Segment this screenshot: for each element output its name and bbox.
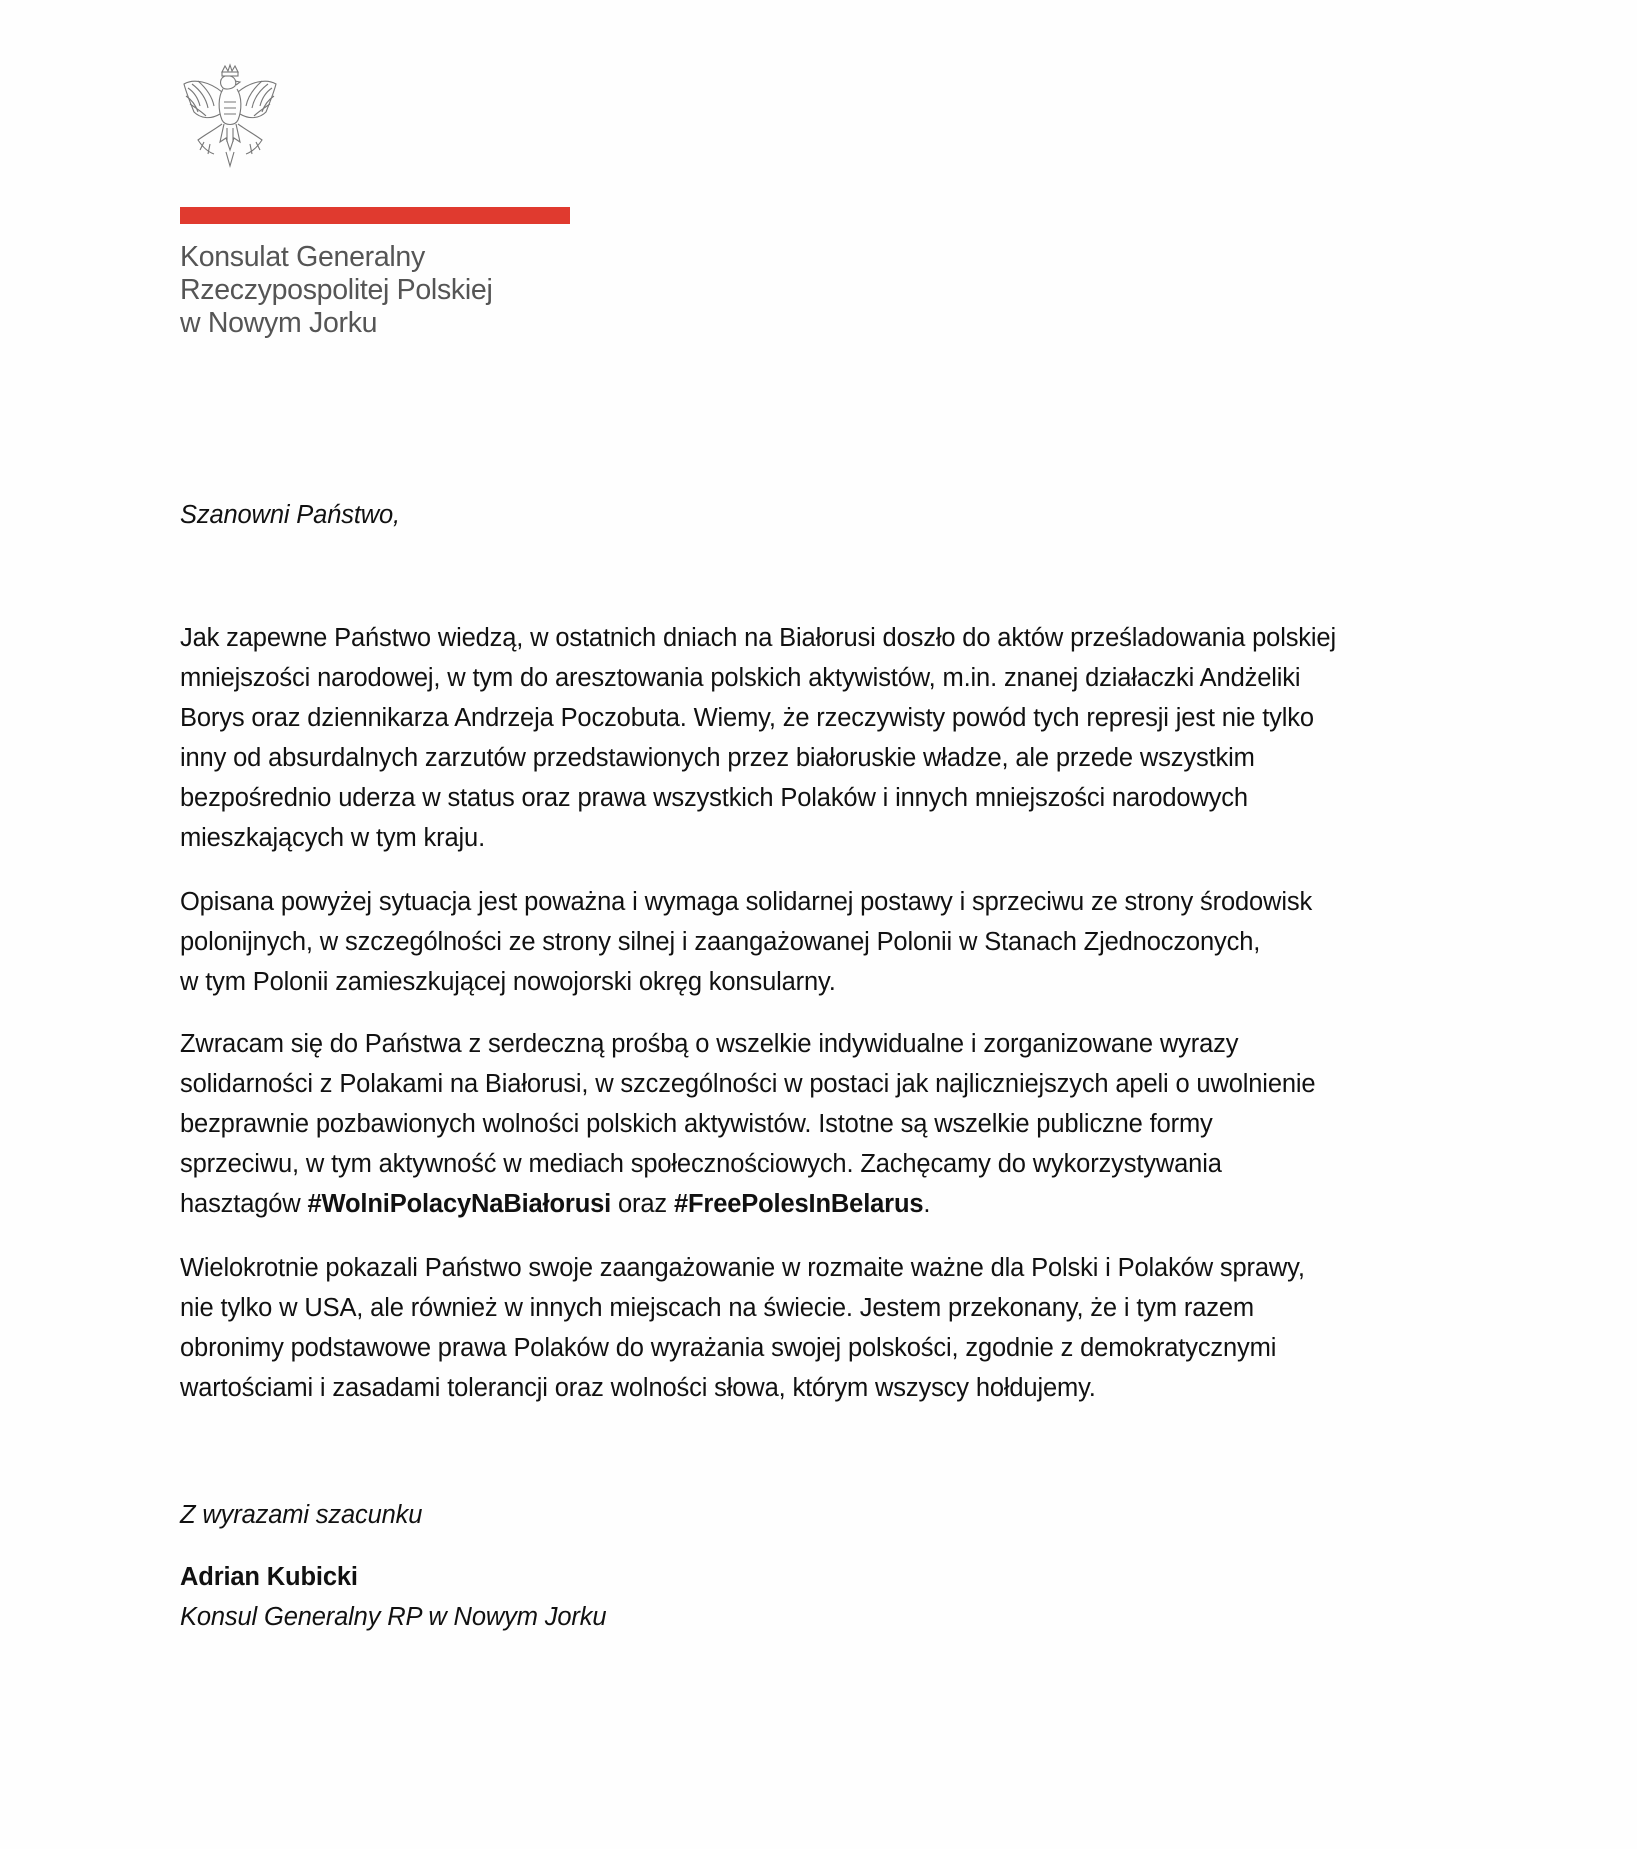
paragraph-2 (180, 882, 1312, 1002)
text-line: Wielokrotnie pokazali Państwo swoje zaangażowanie w rozmaite ważne dla Polski i Polaków sprawy, (180, 1254, 1305, 1282)
paragraph-4 (180, 1248, 1305, 1408)
organization-name (180, 241, 492, 340)
text-line: bezprawnie pozbawionych wolności polskich aktywistów. Istotne są wszelkie publiczne formy (180, 1110, 1213, 1138)
text-line: polonijnych, w szczególności ze strony silnej i zaangażowanej Polonii w Stanach Zjednoczonych, (180, 928, 1261, 956)
greeting: Szanowni Państwo, (180, 501, 400, 529)
paragraph-3 (180, 1024, 1315, 1224)
text-line: bezpośrednio uderza w status oraz prawa wszystkich Polaków i innych mniejszości narodowych (180, 784, 1248, 812)
hashtag-suffix: . (923, 1190, 931, 1218)
paragraph-1 (180, 618, 1336, 858)
text-line: Jak zapewne Państwo wiedzą, w ostatnich dniach na Białorusi doszło do aktów prześladowania polskiej (180, 624, 1336, 652)
text-line: nie tylko w USA, ale również w innych miejscach na świecie. Jestem przekonany, że i tym razem (180, 1294, 1254, 1322)
hashtag-connector: oraz (611, 1190, 674, 1218)
text-line: mieszkających w tym kraju. (180, 824, 486, 852)
org-line: Konsulat Generalny (180, 241, 425, 273)
signer-title: Konsul Generalny RP w Nowym Jorku (180, 1603, 607, 1631)
text-line: Opisana powyżej sytuacja jest poważna i wymaga solidarnej postawy i sprzeciwu ze strony środowisk (180, 888, 1313, 916)
org-line: Rzeczypospolitej Polskiej (180, 274, 493, 306)
text-line: mniejszości narodowej, w tym do aresztowania polskich aktywistów, m.in. znanej działaczki Andżeliki (180, 664, 1301, 692)
org-line: w Nowym Jorku (180, 307, 378, 339)
hashtag-wolni-polacy: #WolniPolacyNaBiałorusi (307, 1190, 612, 1218)
text-line: Zwracam się do Państwa z serdeczną prośbą o wszelkie indywidualne i zorganizowane wyrazy (180, 1030, 1239, 1058)
red-accent-bar (180, 207, 570, 224)
text-line: sprzeciwu, w tym aktywność w mediach społecznościowych. Zachęcamy do wykorzystywania (180, 1150, 1222, 1178)
text-line: solidarności z Polakami na Białorusi, w szczególności w postaci jak najliczniejszych apeli o uwolnienie (180, 1070, 1316, 1098)
hashtag-prefix: hasztagów (180, 1190, 308, 1218)
hashtag-free-poles: #FreePolesInBelarus (673, 1190, 924, 1218)
text-line: wartościami i zasadami tolerancji oraz wolności słowa, którym wszyscy hołdujemy. (180, 1374, 1096, 1402)
hashtag-line (180, 1184, 1315, 1224)
closing: Z wyrazami szacunku (180, 1501, 423, 1529)
polish-eagle-emblem-icon (180, 62, 280, 174)
text-line: Borys oraz dziennikarza Andrzeja Poczobuta. Wiemy, że rzeczywisty powód tych represji jest nie tylko (180, 704, 1314, 732)
signer-name: Adrian Kubicki (180, 1563, 358, 1591)
text-line: inny od absurdalnych zarzutów przedstawionych przez białoruskie władze, ale przede wszystkim (180, 744, 1255, 772)
text-line: obronimy podstawowe prawa Polaków do wyrażania swojej polskości, zgodnie z demokratycznymi (180, 1334, 1277, 1362)
text-line: w tym Polonii zamieszkującej nowojorski okręg konsularny. (180, 968, 836, 996)
